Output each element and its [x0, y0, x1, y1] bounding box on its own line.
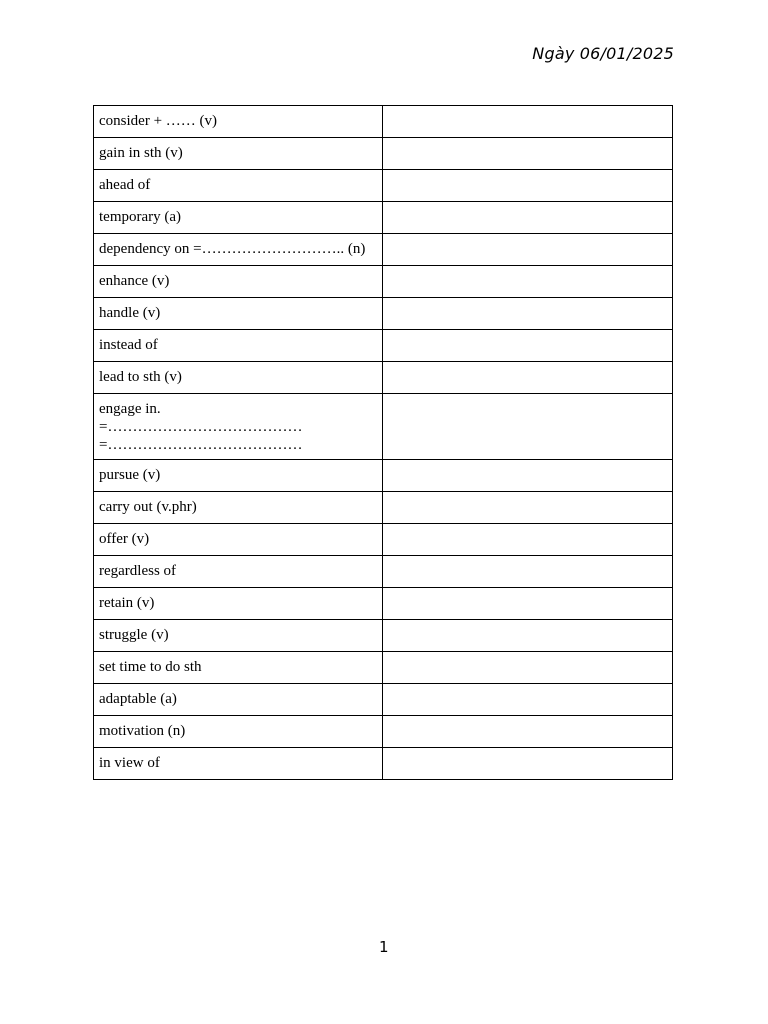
term-cell: in view of — [94, 748, 383, 780]
table-row — [94, 716, 673, 748]
answer-cell — [383, 362, 673, 394]
table-row — [94, 460, 673, 492]
term-cell: ahead of — [94, 170, 383, 202]
term-cell: adaptable (a) — [94, 684, 383, 716]
answer-cell — [383, 202, 673, 234]
answer-cell — [383, 588, 673, 620]
term-cell: engage in. =………………………………… =………………………………… — [94, 394, 383, 460]
term-cell: offer (v) — [94, 524, 383, 556]
term-cell: dependency on =……………………….. (n) — [94, 234, 383, 266]
table-row — [94, 138, 673, 170]
answer-cell — [383, 138, 673, 170]
table-row — [94, 298, 673, 330]
table-row — [94, 362, 673, 394]
answer-cell — [383, 266, 673, 298]
term-cell: instead of — [94, 330, 383, 362]
table-row — [94, 234, 673, 266]
page-number: 1 — [378, 938, 390, 956]
term-cell: regardless of — [94, 556, 383, 588]
date-header: Ngày 06/01/2025 — [532, 44, 674, 63]
term-cell: retain (v) — [94, 588, 383, 620]
answer-cell — [383, 620, 673, 652]
table-row — [94, 202, 673, 234]
answer-cell — [383, 330, 673, 362]
table-row — [94, 748, 673, 780]
term-cell: motivation (n) — [94, 716, 383, 748]
table-row — [94, 524, 673, 556]
table-row — [94, 684, 673, 716]
term-cell: carry out (v.phr) — [94, 492, 383, 524]
term-cell: consider + …… (v) — [94, 106, 383, 138]
term-cell: gain in sth (v) — [94, 138, 383, 170]
table-row — [94, 106, 673, 138]
table-row — [94, 330, 673, 362]
table-row — [94, 588, 673, 620]
term-cell: lead to sth (v) — [94, 362, 383, 394]
answer-cell — [383, 748, 673, 780]
answer-cell — [383, 170, 673, 202]
term-cell: handle (v) — [94, 298, 383, 330]
term-cell: temporary (a) — [94, 202, 383, 234]
table-row — [94, 556, 673, 588]
answer-cell — [383, 234, 673, 266]
vocabulary-table — [93, 105, 673, 780]
answer-cell — [383, 524, 673, 556]
answer-cell — [383, 556, 673, 588]
term-cell: enhance (v) — [94, 266, 383, 298]
term-cell: struggle (v) — [94, 620, 383, 652]
answer-cell — [383, 460, 673, 492]
answer-cell — [383, 716, 673, 748]
term-cell: pursue (v) — [94, 460, 383, 492]
answer-cell — [383, 492, 673, 524]
table-row — [94, 170, 673, 202]
answer-cell — [383, 106, 673, 138]
answer-cell — [383, 298, 673, 330]
answer-cell — [383, 684, 673, 716]
table-row — [94, 266, 673, 298]
term-cell: set time to do sth — [94, 652, 383, 684]
answer-cell — [383, 394, 673, 460]
table-row — [94, 394, 673, 460]
table-row — [94, 492, 673, 524]
table-row — [94, 652, 673, 684]
answer-cell — [383, 652, 673, 684]
table-row — [94, 620, 673, 652]
